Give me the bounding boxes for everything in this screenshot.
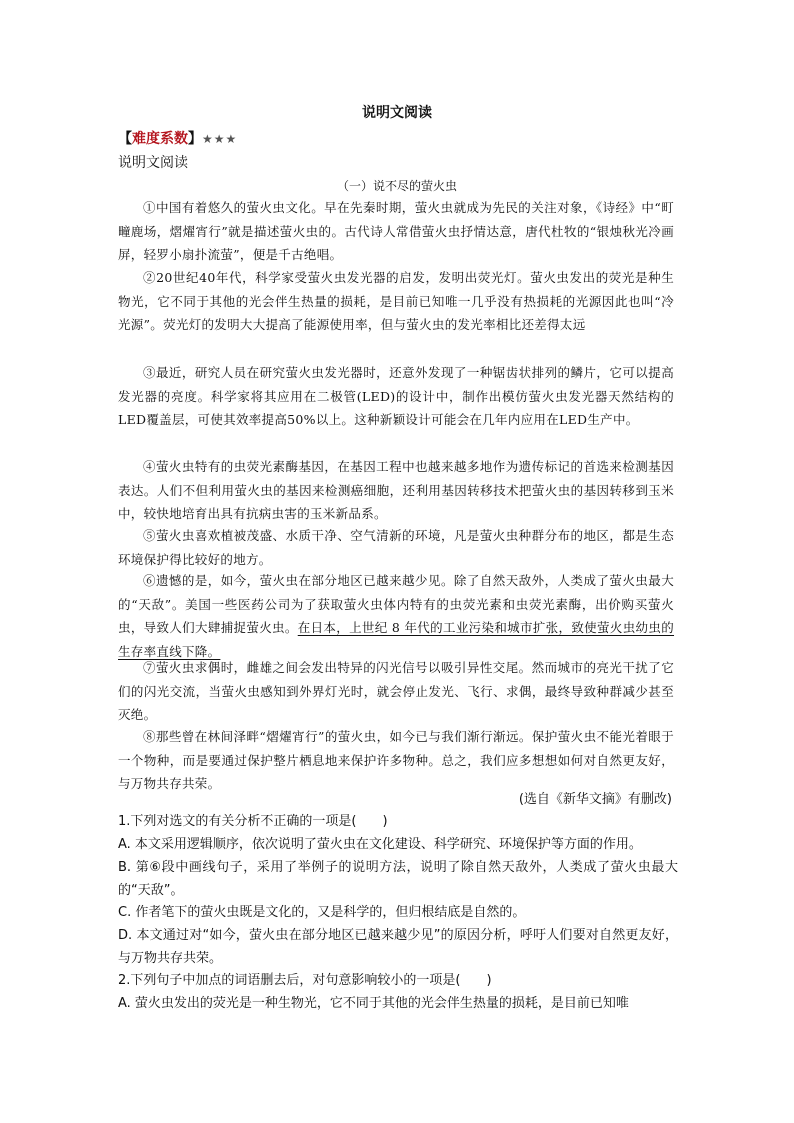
- paragraph-8: ⑧那些曾在林间泽畔“熠燿宵行”的萤火虫，如今已与我们渐行渐远。保护萤火虫不能光着眼于一个物种，而是要通过保护整片栖息地来保护许多物种。总之，我们应多想想如何对自然更友好，与万物共存共荣。: [118, 729, 674, 791]
- difficulty-bracket-close: 】: [188, 131, 202, 147]
- question-1: 1.下列对选文的有关分析不正确的一项是( ): [118, 814, 388, 829]
- question-1-option-a: A. 本文采用逻辑顺序，依次说明了萤火虫在文化建设、科学研究、环境保护等方面的作用。: [118, 837, 642, 852]
- paragraph-6-text: ⑥遗憾的是，如今，萤火虫在部分地区已越来越少见。除了自然天敌外，人类成了萤火虫最大的“天敌”。美国一些医药公司为了获取萤火虫体内特有的虫荧光素和虫荧光素酶，出价购买萤火虫，导致人们大肆捕捉萤火虫。: [118, 573, 674, 635]
- question-2: 2.下列句子中加点的词语删去后，对句意影响较小的一项是( ): [118, 973, 492, 988]
- paragraph-7: ⑦萤火虫求偶时，雌雄之间会发出特异的闪光信号以吸引异性交尾。然而城市的亮光干扰了它们的闪光交流，当萤火虫感知到外界灯光时，就会停止发光、飞行、求偶，最终导致种群减少甚至灭绝。: [118, 660, 674, 722]
- question-1-option-b: B. 第⑥段中画线句子，采用了举例子的说明方法，说明了除自然天敌外，人类成了萤火虫最大的“天敌”。: [118, 860, 678, 898]
- paragraph-6: [118, 569, 674, 663]
- underlined-sentence: 在日本，上世纪 8 年代的工业污染和城市扩张，致使萤火虫幼虫的生存率直线下降。: [118, 620, 675, 659]
- paragraph-2: ②20世纪40年代，科学家受萤火虫发光器的启发，发明出荧光灯。萤火虫发出的荧光是种生物光，它不同于其他的光会伴生热量的损耗，是目前已知唯一几乎没有热损耗的光源因此也叫“冷光源”。荧光灯的发明大大提高了能源使用率，但与萤火虫的发光率相比还差得太远: [118, 270, 674, 332]
- difficulty-bracket-open: 【: [118, 131, 132, 147]
- article-subtitle: （一）说不尽的萤火虫: [336, 179, 457, 193]
- question-1-option-d: D. 本文通过对“如今，萤火虫在部分地区已越来越少见”的原因分析，呼吁人们要对自然更友好，与万物共存共荣。: [118, 928, 678, 966]
- question-2-option-a: A. 萤火虫发出的荧光是一种生物光，它不同于其他的光会伴生热量的损耗，是目前已知唯: [118, 996, 629, 1011]
- paragraph-3: ③最近，研究人员在研究萤火虫发光器时，还意外发现了一种锯齿状排列的鳞片，它可以提高发光器的亮度。科学家将其应用在二极管(LED)的设计中，制作出模仿萤火虫发光器天然结构的LED覆盖层，可使其效率提高50%以上。这种新颖设计可能会在几年内应用在LED生产中。: [118, 365, 674, 427]
- page-title: 说明文阅读: [362, 105, 432, 121]
- paragraph-5: ⑤萤火虫喜欢植被茂盛、水质干净、空气清新的环境，凡是萤火虫种群分布的地区，都是生态环境保护得比较好的地方。: [118, 528, 674, 567]
- paragraph-4: ④萤火虫特有的虫荧光素酶基因，在基因工程中也越来越多地作为遗传标记的首选来检测基因表达。人们不但利用萤火虫的基因来检测癌细胞，还利用基因转移技术把萤火虫的基因转移到玉米中，较快地培育出具有抗病虫害的玉米新品系。: [118, 459, 674, 521]
- source-citation: (选自《新华文摘》有删改): [518, 792, 672, 807]
- difficulty-label: 难度系数: [132, 131, 188, 147]
- difficulty-rating: [118, 128, 237, 148]
- paragraph-1: ①中国有着悠久的萤火虫文化。早在先秦时期，萤火虫就成为先民的关注对象，《诗经》中“町疃鹿场，熠燿宵行”就是描述萤火虫的。古代诗人常借萤火虫抒情达意，唐代杜牧的“银烛秋光冷画屏，轻罗小扇扑流萤”，便是千古绝唱。: [118, 200, 674, 262]
- section-heading: 说明文阅读: [118, 155, 188, 171]
- difficulty-stars: ★★★: [202, 132, 238, 146]
- question-1-option-c: C. 作者笔下的萤火虫既是文化的，又是科学的，但归根结底是自然的。: [118, 905, 526, 920]
